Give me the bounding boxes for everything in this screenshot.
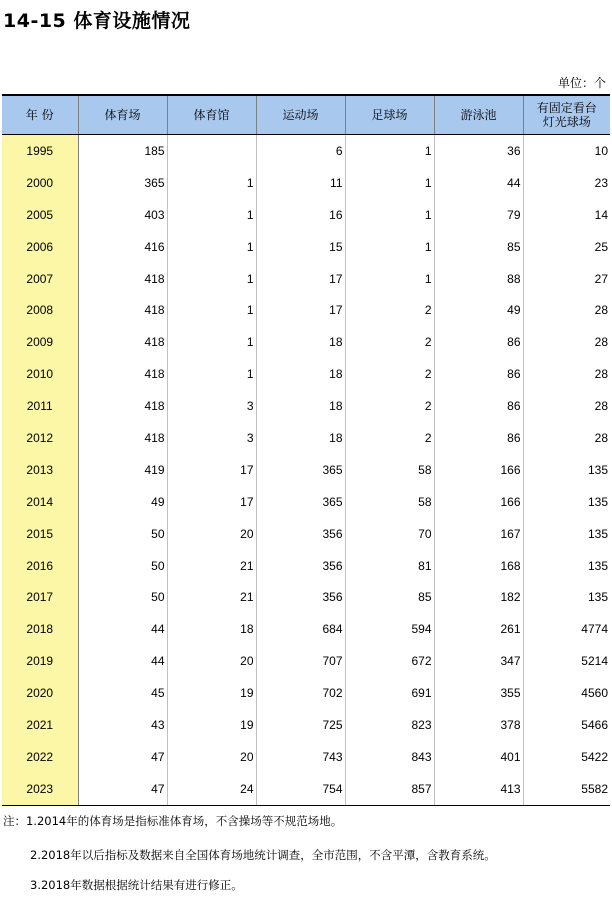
table-row [2,135,610,167]
value-cell: 47 [78,773,167,805]
value-cell: 5422 [523,741,610,773]
value-cell: 81 [345,550,434,582]
value-cell: 19 [167,709,256,741]
value-cell: 43 [151,717,165,732]
value-cell: 50 [151,558,165,573]
sports-facilities-table [2,94,610,806]
year-cell: 2006 [2,231,78,263]
value-cell: 28 [523,326,610,358]
value-cell: 50 [151,590,165,605]
value-cell: 20 [167,741,256,773]
column-header: 年 份 [2,95,78,135]
value-cell: 24 [167,773,256,805]
table-row [2,167,610,199]
table-body [2,135,610,806]
value-cell: 10 [523,135,610,167]
value-cell: 19 [167,677,256,709]
value-cell: 365 [256,454,345,486]
year-cell: 2010 [2,358,78,390]
value-cell: 691 [345,677,434,709]
table-row [2,741,610,773]
value-cell: 347 [434,645,523,677]
table-row [2,294,610,326]
year-cell: 2005 [2,199,78,231]
value-cell: 70 [345,518,434,550]
value-cell: 419 [144,462,165,477]
value-cell: 3 [167,422,256,454]
value-cell: 135 [523,454,610,486]
value-cell: 1 [167,199,256,231]
table-row [2,581,610,613]
value-cell: 36 [434,135,523,167]
value-cell: 418 [144,430,165,445]
value-cell: 17 [256,294,345,326]
value-cell: 725 [256,709,345,741]
value-cell: 356 [256,518,345,550]
table-row [2,326,610,358]
value-cell: 413 [434,773,523,805]
footnote-1: 注：1.2014年的体育场是指标准体育场，不含操场等不规范场地。 [3,814,343,828]
table-row [2,199,610,231]
value-cell: 28 [523,422,610,454]
value-cell: 79 [434,199,523,231]
footnote-2: 2.2018年以后指标及数据来自全国体育场地统计调查，全市范围，不含平潭，含教育系统。 [30,848,496,862]
table-row [2,677,610,709]
value-cell: 365 [256,486,345,518]
column-header: 游泳池 [434,95,523,135]
value-cell: 17 [256,263,345,295]
value-cell: 857 [345,773,434,805]
value-cell: 2 [345,358,434,390]
year-cell: 2020 [2,677,78,709]
value-cell: 378 [434,709,523,741]
value-cell: 1 [167,326,256,358]
value-cell: 1 [167,167,256,199]
table-row [2,613,610,645]
year-cell: 2018 [2,613,78,645]
value-cell: 25 [523,231,610,263]
year-cell: 2016 [2,550,78,582]
year-cell: 2008 [2,294,78,326]
value-cell: 261 [434,613,523,645]
value-cell: 166 [434,486,523,518]
value-cell: 418 [144,367,165,382]
value-cell: 182 [434,581,523,613]
table-row [2,358,610,390]
value-cell: 1 [167,294,256,326]
value-cell: 1 [345,167,434,199]
value-cell: 14 [523,199,610,231]
year-cell: 2021 [2,709,78,741]
value-cell: 356 [256,581,345,613]
value-cell: 85 [345,581,434,613]
value-cell: 18 [256,358,345,390]
table-row [2,390,610,422]
value-cell: 5214 [523,645,610,677]
value-cell [167,135,256,167]
value-cell: 135 [523,550,610,582]
value-cell: 3 [167,390,256,422]
table-row [2,645,610,677]
value-cell: 5582 [523,773,610,805]
value-cell: 23 [523,167,610,199]
unit-label: 单位：个 [557,76,606,90]
value-cell: 4560 [523,677,610,709]
value-cell: 1 [345,135,434,167]
value-cell: 1 [167,231,256,263]
value-cell: 167 [434,518,523,550]
table-row [2,773,610,805]
value-cell: 18 [167,613,256,645]
value-cell: 28 [523,390,610,422]
value-cell: 20 [167,518,256,550]
year-cell: 2022 [2,741,78,773]
value-cell: 2 [345,390,434,422]
value-cell: 2 [345,294,434,326]
value-cell: 16 [256,199,345,231]
value-cell: 166 [434,454,523,486]
value-cell: 135 [523,518,610,550]
value-cell: 1 [345,199,434,231]
value-cell: 1 [167,358,256,390]
value-cell: 743 [256,741,345,773]
value-cell: 85 [434,231,523,263]
page-title: 14-15 体育设施情况 [3,10,191,32]
value-cell: 418 [144,271,165,286]
value-cell: 418 [144,303,165,318]
year-cell: 2009 [2,326,78,358]
year-cell: 2007 [2,263,78,295]
year-cell: 2013 [2,454,78,486]
value-cell: 5466 [523,709,610,741]
value-cell: 50 [151,526,165,541]
footnote-3: 3.2018年数据根据统计结果有进行修正。 [30,878,243,892]
value-cell: 17 [167,454,256,486]
value-cell: 418 [144,335,165,350]
column-header: 运动场 [256,95,345,135]
table-row [2,709,610,741]
value-cell: 21 [167,550,256,582]
value-cell: 18 [256,326,345,358]
column-header: 体育场 [78,95,167,135]
value-cell: 17 [167,486,256,518]
table-row [2,231,610,263]
value-cell: 28 [523,358,610,390]
value-cell: 843 [345,741,434,773]
value-cell: 88 [434,263,523,295]
value-cell: 1 [345,263,434,295]
value-cell: 403 [144,207,165,222]
table-row [2,422,610,454]
value-cell: 49 [151,494,165,509]
year-cell: 2015 [2,518,78,550]
value-cell: 21 [167,581,256,613]
value-cell: 355 [434,677,523,709]
year-cell: 2017 [2,581,78,613]
value-cell: 15 [256,231,345,263]
table-row [2,454,610,486]
value-cell: 168 [434,550,523,582]
table-row [2,518,610,550]
value-cell: 356 [256,550,345,582]
value-cell: 18 [256,422,345,454]
year-cell: 2000 [2,167,78,199]
value-cell: 418 [144,399,165,414]
value-cell: 823 [345,709,434,741]
value-cell: 58 [345,454,434,486]
year-cell: 2012 [2,422,78,454]
column-header: 体育馆 [167,95,256,135]
value-cell: 594 [345,613,434,645]
column-header: 足球场 [345,95,434,135]
year-cell: 2023 [2,773,78,805]
value-cell: 27 [523,263,610,295]
value-cell: 401 [434,741,523,773]
value-cell: 2 [345,422,434,454]
table-row [2,486,610,518]
value-cell: 416 [144,239,165,254]
column-header: 有固定看台 灯光球场 [523,95,610,135]
value-cell: 672 [345,645,434,677]
value-cell: 754 [256,773,345,805]
value-cell: 185 [144,143,165,158]
value-cell: 2 [345,326,434,358]
value-cell: 4774 [523,613,610,645]
value-cell: 49 [434,294,523,326]
table-row [2,263,610,295]
value-cell: 135 [523,486,610,518]
value-cell: 44 [151,654,165,669]
value-cell: 44 [151,622,165,637]
value-cell: 135 [523,581,610,613]
value-cell: 6 [256,135,345,167]
value-cell: 365 [144,175,165,190]
value-cell: 11 [256,167,345,199]
year-cell: 2019 [2,645,78,677]
value-cell: 44 [434,167,523,199]
value-cell: 86 [434,390,523,422]
year-cell: 1995 [2,135,78,167]
value-cell: 86 [434,358,523,390]
value-cell: 47 [151,749,165,764]
value-cell: 1 [167,263,256,295]
value-cell: 86 [434,422,523,454]
value-cell: 58 [345,486,434,518]
table-row [2,550,610,582]
value-cell: 707 [256,645,345,677]
value-cell: 18 [256,390,345,422]
value-cell: 1 [345,231,434,263]
value-cell: 45 [151,686,165,701]
value-cell: 684 [256,613,345,645]
year-cell: 2014 [2,486,78,518]
year-cell: 2011 [2,390,78,422]
value-cell: 28 [523,294,610,326]
value-cell: 20 [167,645,256,677]
value-cell: 86 [434,326,523,358]
value-cell: 702 [256,677,345,709]
table-header-row [2,95,610,135]
